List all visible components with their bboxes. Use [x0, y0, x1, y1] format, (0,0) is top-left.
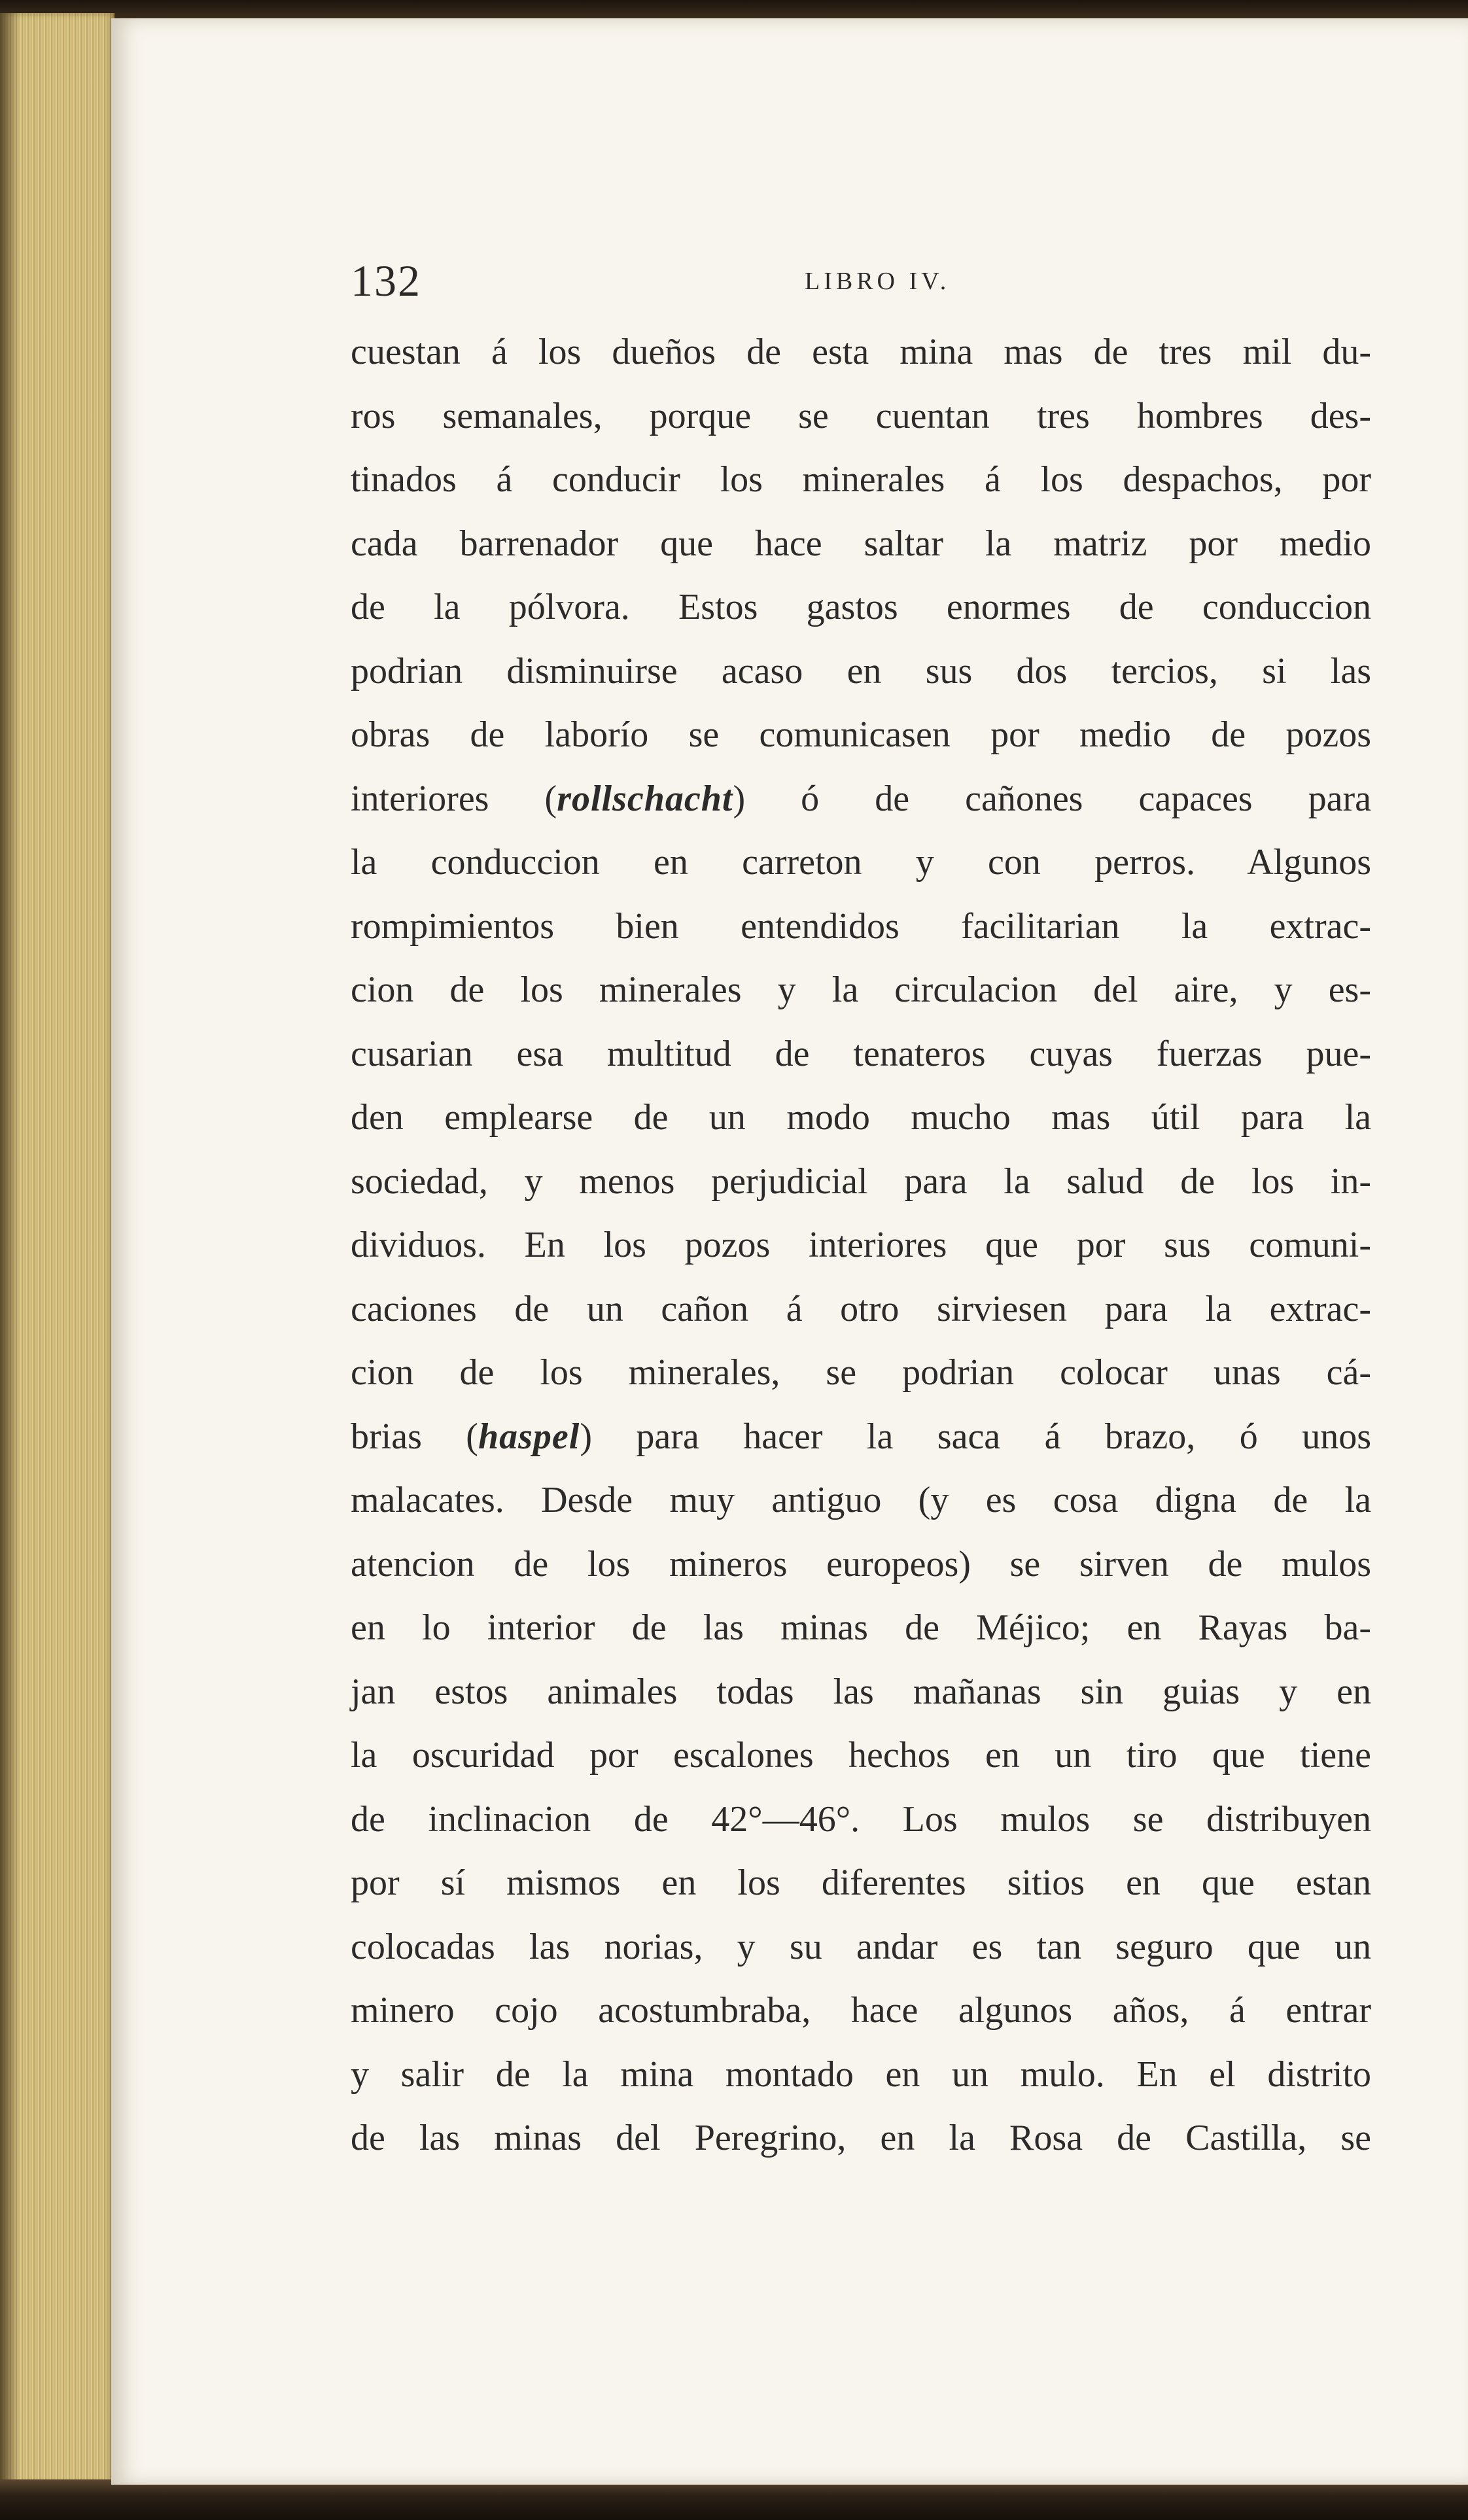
text-line: [351, 1405, 1371, 1469]
page-edges: [0, 13, 114, 2493]
text-line: den emplearse de un modo mucho mas útil para la: [351, 1097, 1371, 1138]
text-line: caciones de un cañon á otro sirviesen para la extrac-: [351, 1288, 1371, 1329]
text-line: atencion de los mineros europeos) se sirven de mulos: [351, 1543, 1371, 1584]
italic-term: rollschacht: [557, 778, 733, 819]
text-line: jan estos animales todas las mañanas sin guias y en: [351, 1671, 1371, 1712]
text-line: podrian disminuirse acaso en sus dos tercios, si las: [351, 650, 1371, 691]
italic-term: haspel: [478, 1416, 580, 1457]
running-head: LIBRO IV.: [805, 268, 951, 295]
text-line: de inclinacion de 42°—46°. Los mulos se distribuyen: [351, 1798, 1371, 1840]
text-line: malacates. Desde muy antiguo (y es cosa digna de la: [351, 1480, 1371, 1520]
text-line: por sí mismos en los diferentes sitios en que estan: [351, 1863, 1371, 1903]
body-text: [351, 321, 1371, 2171]
text-run: interiores (: [351, 778, 557, 819]
text-line: minero cojo acostumbraba, hace algunos años, á entrar: [351, 1990, 1371, 2031]
text-run: ) ó de cañones capaces para: [733, 778, 1372, 819]
text-line: cuestan á los dueños de esta mina mas de tres mil du-: [351, 332, 1371, 372]
text-line: y salir de la mina montado en un mulo. En el distrito: [351, 2054, 1371, 2095]
text-line: la conduccion en carreton y con perros. Algunos: [351, 842, 1371, 883]
text-run: brias (: [351, 1416, 478, 1457]
text-line: cion de los minerales y la circulacion del aire, y es-: [351, 970, 1371, 1010]
text-line: la oscuridad por escalones hechos en un tiro que tiene: [351, 1735, 1371, 1776]
text-line: de la pólvora. Estos gastos enormes de conduccion: [351, 587, 1371, 627]
text-line: sociedad, y menos perjudicial para la salud de los in-: [351, 1161, 1371, 1202]
text-line: cusarian esa multitud de tenateros cuyas fuerzas pue-: [351, 1033, 1371, 1074]
text-line: de las minas del Peregrino, en la Rosa de Castilla, se: [351, 2118, 1371, 2158]
text-line: cion de los minerales, se podrian colocar unas cá-: [351, 1352, 1371, 1393]
text-line: obras de laborío se comunicasen por medio de pozos: [351, 714, 1371, 755]
book-cover-bottom: [0, 2479, 1468, 2520]
text-run: ) para hacer la saca á brazo, ó unos: [580, 1416, 1371, 1457]
text-line: en lo interior de las minas de Méjico; en Rayas ba-: [351, 1607, 1371, 1648]
text-line: rompimientos bien entendidos facilitarian la extrac-: [351, 905, 1371, 947]
text-line: colocadas las norias, y su andar es tan seguro que un: [351, 1926, 1371, 1967]
text-line: tinados á conducir los minerales á los despachos, por: [351, 459, 1371, 500]
text-line: cada barrenador que hace saltar la matriz por medio: [351, 523, 1371, 564]
text-line: dividuos. En los pozos interiores que por sus comuni-: [351, 1225, 1371, 1265]
page-number: 132: [351, 256, 421, 306]
text-line: [351, 767, 1371, 831]
text-line: ros semanales, porque se cuentan tres hombres des-: [351, 395, 1371, 436]
